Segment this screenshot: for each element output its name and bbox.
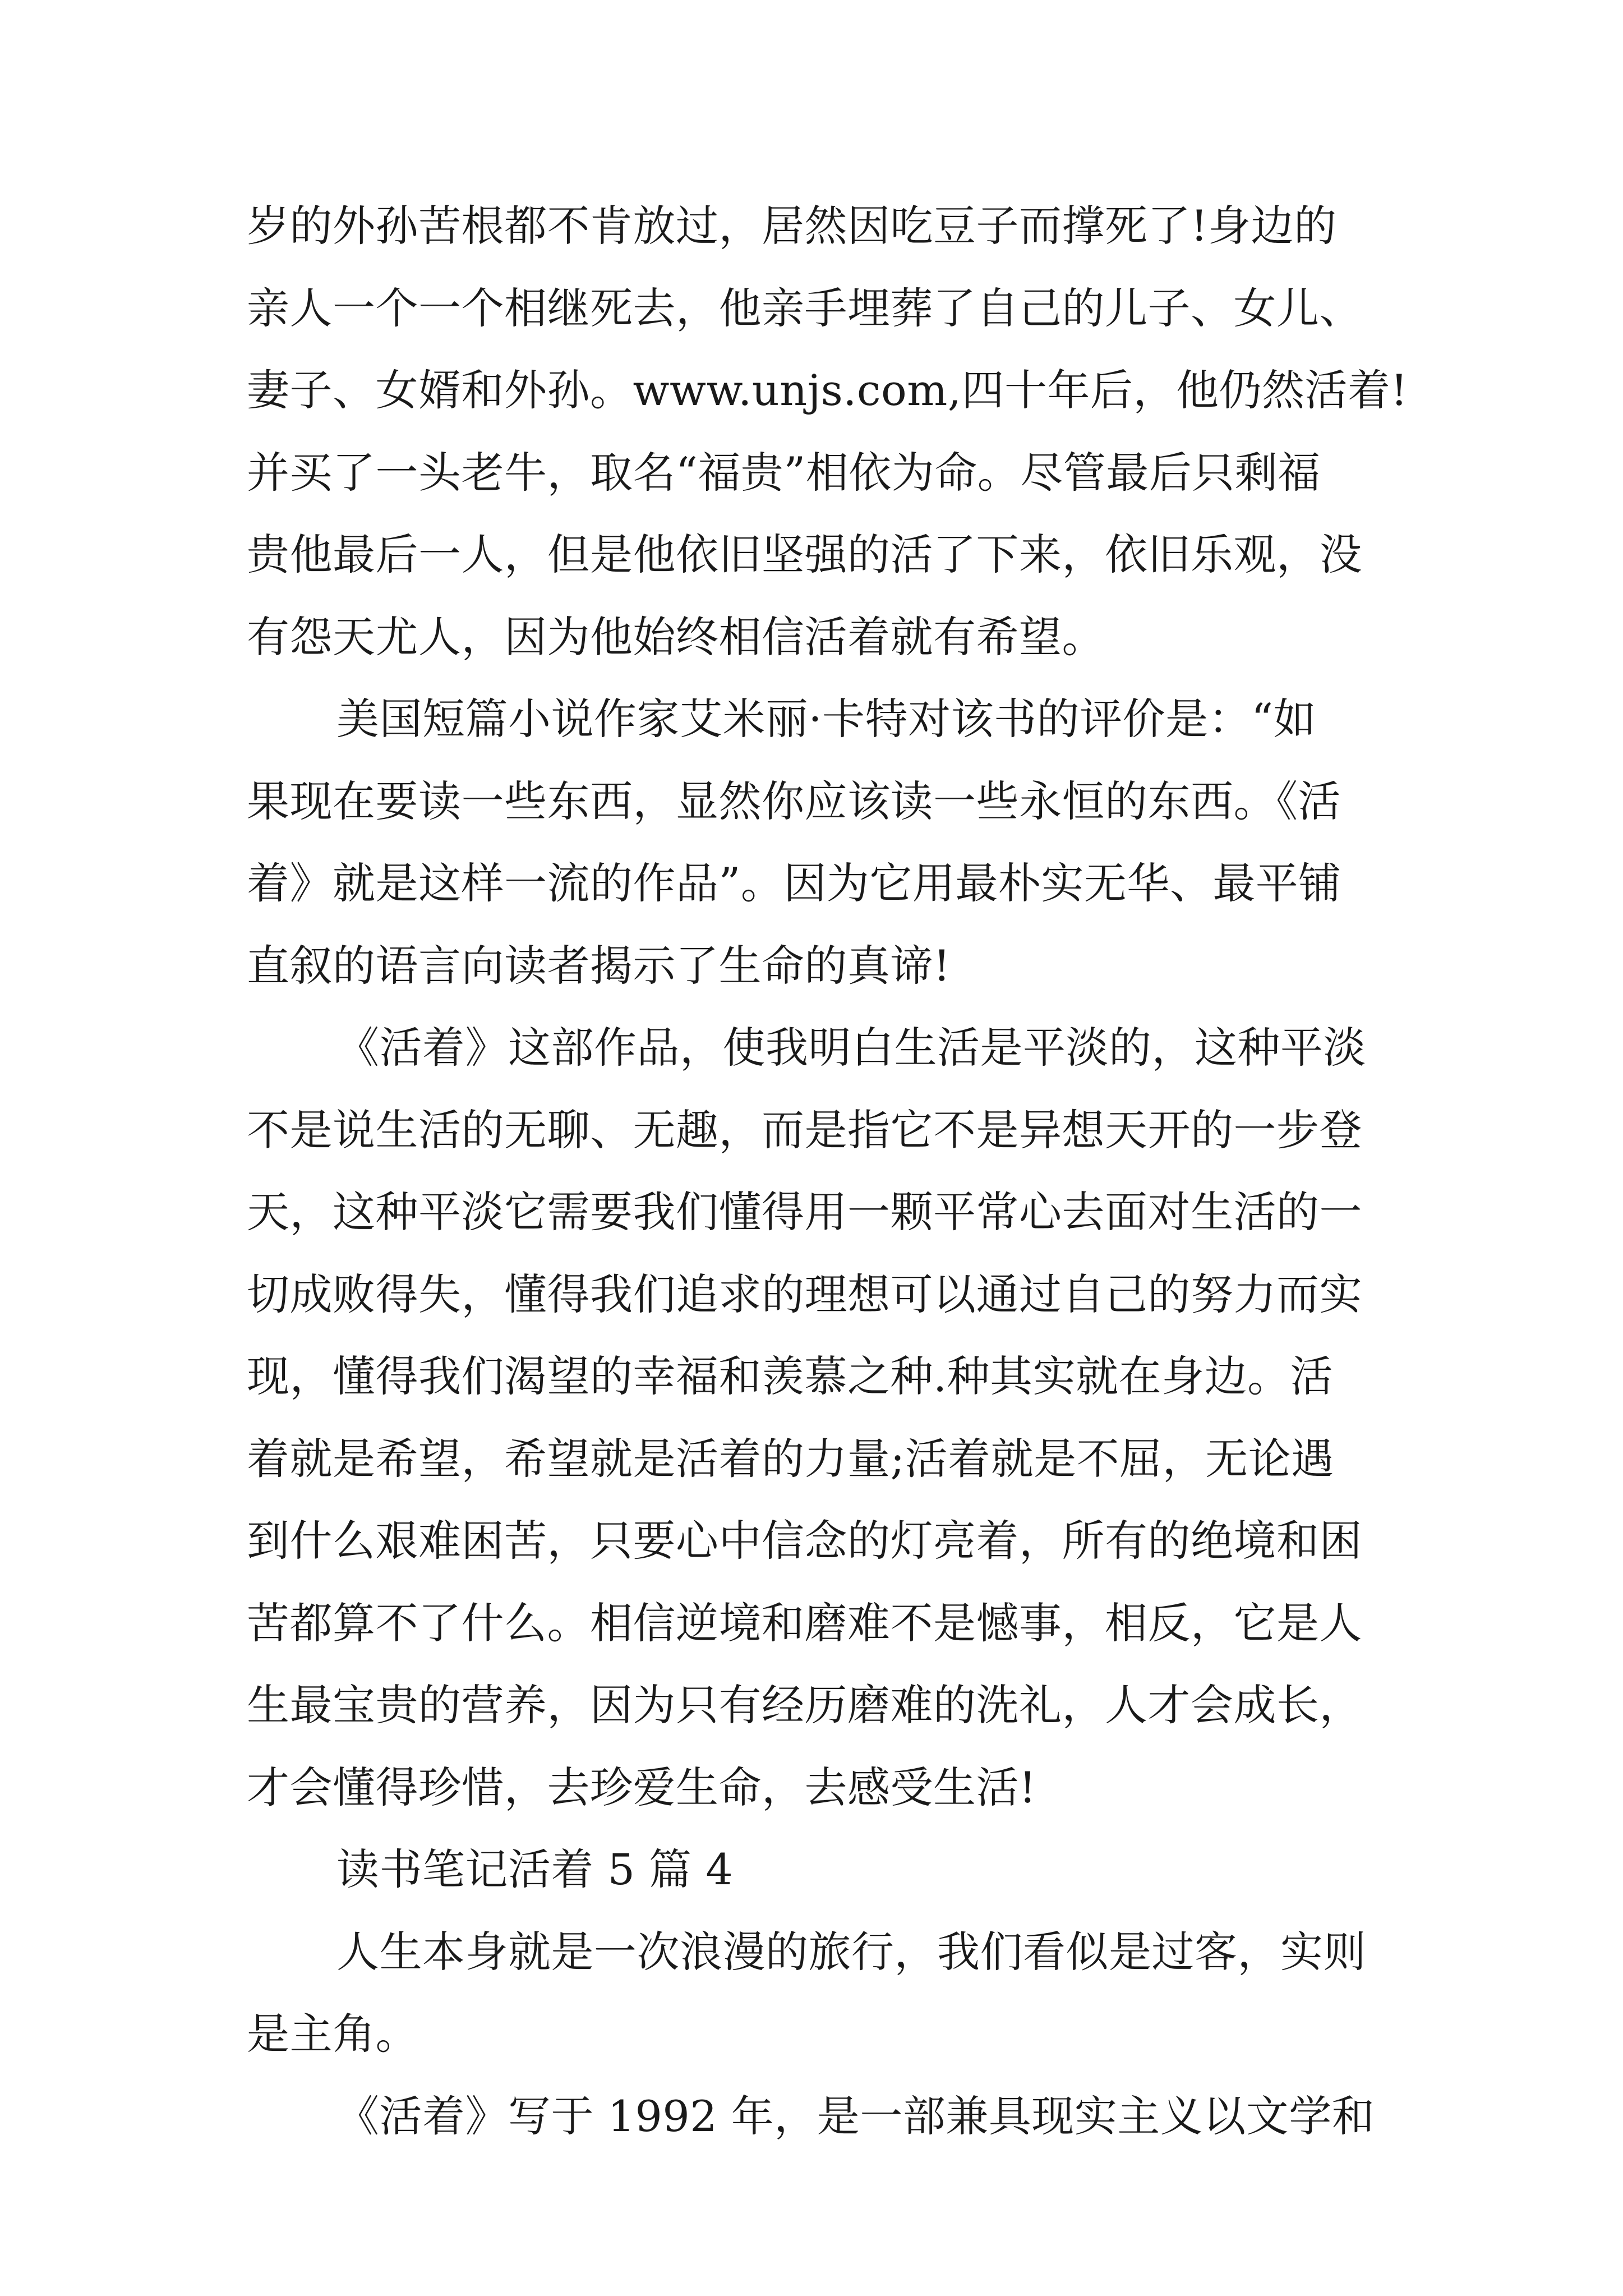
section-heading: 读书笔记活着 5 篇 4: [336, 1844, 734, 1894]
text-line: 切成败得失，懂得我们追求的理想可以通过自己的努力而实: [247, 1269, 1362, 1319]
text-line: 到什么艰难困苦，只要心中信念的灯亮着，所有的绝境和困: [247, 1516, 1362, 1566]
text-line: 不是说生活的无聊、无趣，而是指它不是异想天开的一步登: [247, 1105, 1362, 1155]
text-line: 着》就是这样一流的作品”。因为它用最朴实无华、最平铺: [247, 858, 1341, 908]
text-line: 岁的外孙苦根都不肯放过，居然因吃豆子而撑死了!身边的: [247, 201, 1337, 251]
text-line: 生最宝贵的营养，因为只有经历磨难的洗礼，人才会成长，: [247, 1680, 1362, 1730]
text-line: 亲人一个一个相继死去，他亲手埋葬了自己的儿子、女儿、: [247, 283, 1362, 333]
text-line: 天，这种平淡它需要我们懂得用一颗平常心去面对生活的一: [247, 1187, 1362, 1237]
text-line: 现，懂得我们渴望的幸福和羡慕之种.种其实就在身边。活: [247, 1351, 1334, 1401]
text-line: 才会懂得珍惜，去珍爱生命，去感受生活!: [247, 1762, 1037, 1812]
text-line: 并买了一头老牛，取名“福贵”相依为命。尽管最后只剩福: [247, 447, 1321, 498]
paragraph-first-line: 《活着》这部作品，使我明白生活是平淡的，这种平淡: [336, 1023, 1366, 1073]
text-line: 直叙的语言向读者揭示了生命的真谛!: [247, 940, 951, 991]
text-line: 着就是希望，希望就是活着的力量;活着就是不屈，无论遇: [247, 1433, 1334, 1484]
paragraph-first-line: 美国短篇小说作家艾米丽·卡特对该书的评价是：“如: [336, 694, 1317, 744]
text-line: 妻子、女婿和外孙。www.unjs.com,四十年后，他仍然活着!: [247, 365, 1408, 415]
document-body: [247, 185, 1408, 2157]
paragraph-first-line: 《活着》写于 1992 年，是一部兼具现实主义以文学和: [336, 2091, 1375, 2141]
text-line: 苦都算不了什么。相信逆境和磨难不是憾事，相反，它是人: [247, 1598, 1362, 1648]
paragraph-first-line: 人生本身就是一次浪漫的旅行，我们看似是过客，实则: [336, 1926, 1366, 1977]
text-line: 有怨天尤人，因为他始终相信活着就有希望。: [247, 611, 1105, 662]
text-line: 果现在要读一些东西，显然你应该读一些永恒的东西。《活: [247, 776, 1341, 826]
text-line: 是主角。: [247, 2009, 418, 2059]
text-line: 贵他最后一人，但是他依旧坚强的活了下来，依旧乐观，没: [247, 530, 1362, 579]
